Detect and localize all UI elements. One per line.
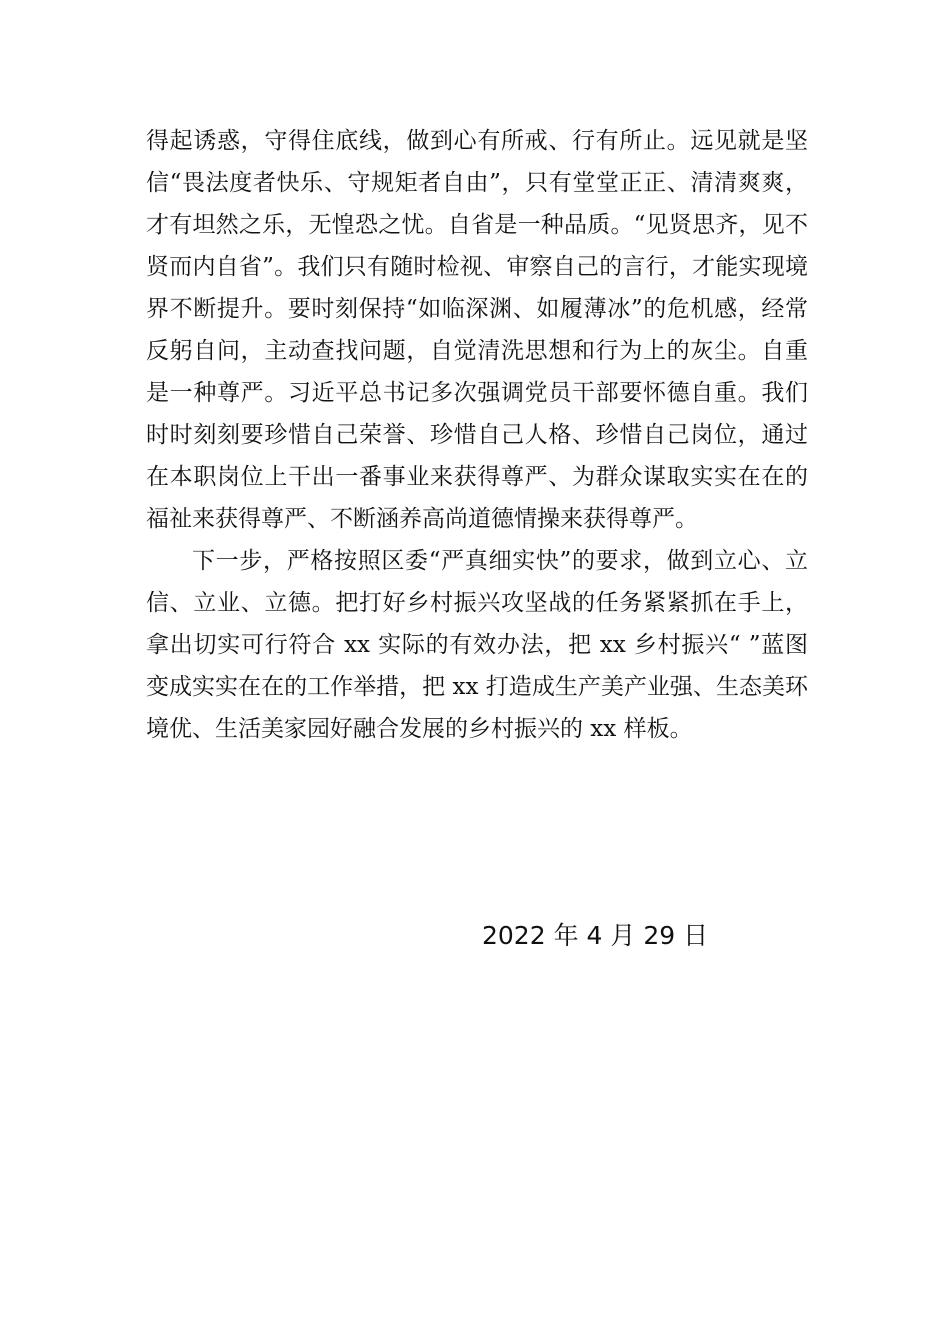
document-date: 2022 年 4 月 29 日 [482, 921, 709, 950]
document-body [146, 120, 808, 750]
paragraph-next-step: 下一步，严格按照区委“严真细实快”的要求，做到立心、立信、立业、立德。把打好乡村振兴攻坚战的任务紧紧抓在手上，拿出切实可行符合 xx 实际的有效办法，把 xx 乡村振兴“ ”蓝图变成实实在在的工作举措，把 xx 打造成生产美产业强、生态美环境优、生活美家园好融合发展的乡村振兴的 xx 样板。 [146, 548, 808, 742]
paragraph-continuation: 得起诱惑，守得住底线，做到心有所戒、行有所止。远见就是坚信“畏法度者快乐、守规矩者自由”，只有堂堂正正、清清爽爽，才有坦然之乐，无惶恐之忧。自省是一种品质。“见贤思齐，见不贤而内自省”。我们只有随时检视、审察自己的言行，才能实现境界不断提升。要时刻保持“如临深渊、如履薄冰”的危机感，经常反躬自问，主动查找问题，自觉清洗思想和行为上的灰尘。自重是一种尊严。习近平总书记多次强调党员干部要怀德自重。我们时时刻刻要珍惜自己荣誉、珍惜自己人格、珍惜自己岗位，通过在本职岗位上干出一番事业来获得尊严、为群众谋取实实在在的福祉来获得尊严、不断涵养高尚道德情操来获得尊严。 [146, 128, 808, 532]
